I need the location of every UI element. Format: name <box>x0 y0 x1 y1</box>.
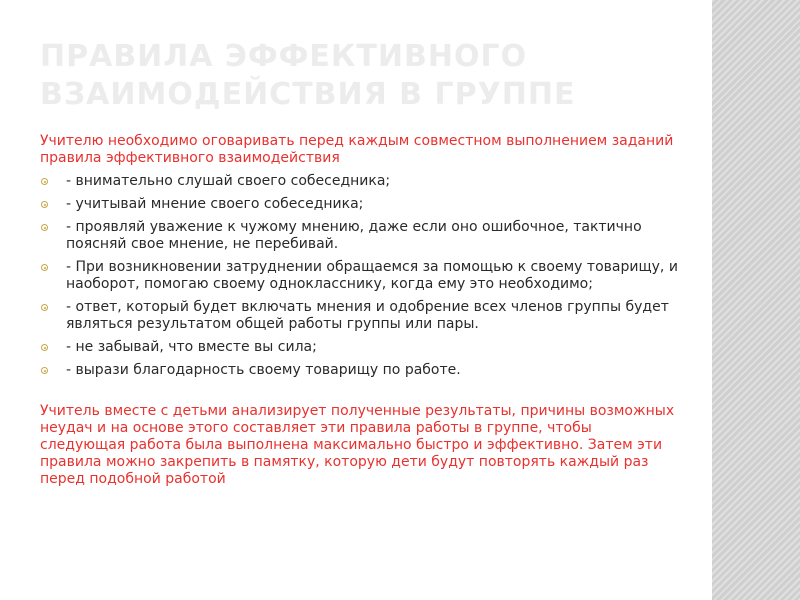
rule-item <box>40 219 680 253</box>
rule-text: - вырази благодарность своему товарищу по работе. <box>66 362 461 378</box>
intro-text: Учителю необходимо оговаривать перед каждым совместном выполнением заданий правила эффективного взаимодействия <box>40 133 674 166</box>
circle-bullet-icon <box>41 178 48 185</box>
rule-item <box>40 362 680 379</box>
decorative-side-stripe <box>712 0 800 600</box>
rule-text: - внимательно слушай своего собеседника; <box>66 173 391 189</box>
rule-item <box>40 299 680 333</box>
outro-text: Учитель вместе с детьми анализирует полученные результаты, причины возможных неудач и на основе этого составляет эти правила работы в группе, чтобы следующая работа была выполнена максимально быстро и эффективно. Затем эти правила можно закрепить в памятку, которую дети будут повторять каждый раз перед подобной работой <box>40 403 675 487</box>
rule-item <box>40 196 680 213</box>
rule-text: - учитывай мнение своего собеседника; <box>66 196 364 212</box>
slide-content <box>40 133 680 488</box>
rule-item <box>40 173 680 190</box>
rules-list <box>40 173 680 379</box>
rule-text: - ответ, который будет включать мнения и одобрение всех членов группы будет являться результатом общей работы группы или пары. <box>66 299 669 332</box>
rule-text: - При возникновении затруднении обращаемся за помощью к своему товарищу, и наоборот, помогаю своему однокласснику, когда ему это необходимо; <box>66 259 678 292</box>
slide-title <box>40 38 700 114</box>
circle-bullet-icon <box>41 264 48 271</box>
circle-bullet-icon <box>41 344 48 351</box>
rule-text: - проявляй уважение к чужому мнению, даже если оно ошибочное, тактично поясняй свое мнение, не перебивай. <box>66 219 642 252</box>
circle-bullet-icon <box>41 367 48 374</box>
rule-item <box>40 339 680 356</box>
slide-title-line-2: ВЗАИМОДЕЙСТВИЯ В ГРУППЕ <box>40 77 576 112</box>
circle-bullet-icon <box>41 201 48 208</box>
rule-item <box>40 259 680 293</box>
circle-bullet-icon <box>41 224 48 231</box>
slide-title-line-1: ПРАВИЛА ЭФФЕКТИВНОГО <box>40 39 528 74</box>
rule-text: - не забывай, что вместе вы сила; <box>66 339 317 355</box>
circle-bullet-icon <box>41 304 48 311</box>
